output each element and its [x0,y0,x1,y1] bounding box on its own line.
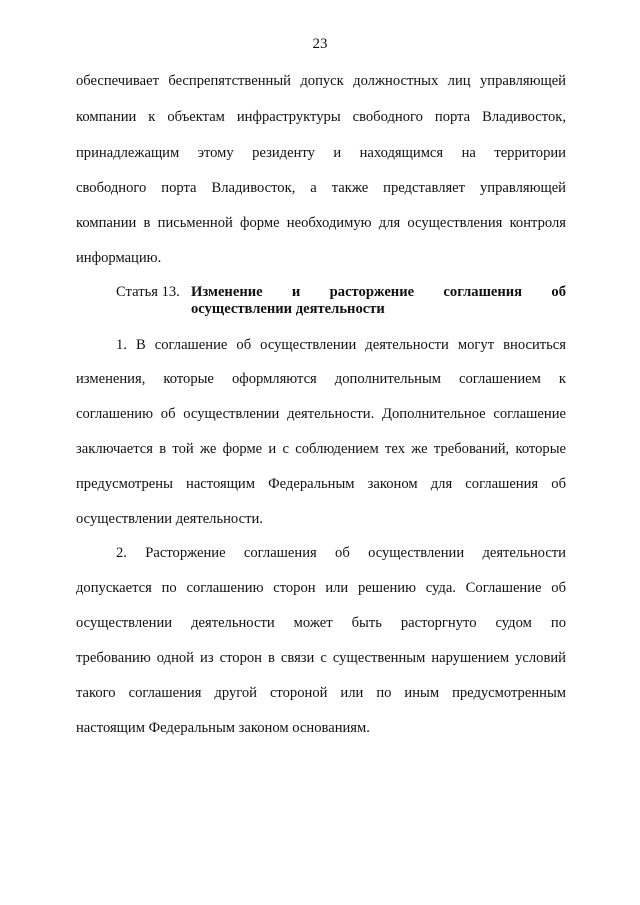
text-line: изменения, которые оформляются дополнительным соглашением к [76,371,566,387]
text-line: такого соглашения другой стороной или по иным предусмотренным [76,685,566,701]
text-line: компании в письменной форме необходимую для осуществления контроля [76,215,566,231]
text-line: предусмотрены настоящим Федеральным законом для соглашения об [76,476,566,492]
text-line: 2. Расторжение соглашения об осуществлении деятельности [116,545,566,561]
text-line: соглашению об осуществлении деятельности. Дополнительное соглашение [76,406,566,422]
page-number: 23 [312,36,328,52]
text-line: заключается в той же форме и с соблюдением тех же требований, которые [76,441,566,457]
text-line: обеспечивает беспрепятственный допуск должностных лиц управляющей [76,73,566,89]
text-line: принадлежащим этому резиденту и находящимся на территории [76,145,566,161]
text-line: настоящим Федеральным законом основаниям. [76,720,370,736]
text-line: допускается по соглашению сторон или решению суда. Соглашение об [76,580,566,596]
text-line: компании к объектам инфраструктуры свободного порта Владивосток, [76,109,566,125]
text-line: осуществлении деятельности. [76,511,263,527]
article-title: Изменение и расторжение соглашения об [191,284,566,300]
text-line: требованию одной из сторон в связи с существенным нарушением условий [76,650,566,666]
text-line: свободного порта Владивосток, а также представляет управляющей [76,180,566,196]
text-line: информацию. [76,250,162,266]
text-line: 1. В соглашение об осуществлении деятельности могут вноситься [116,337,566,353]
article-label: Статья 13. [116,284,180,300]
article-title-continuation: осуществлении деятельности [191,301,385,317]
text-line: осуществлении деятельности может быть расторгнуто судом по [76,615,566,631]
